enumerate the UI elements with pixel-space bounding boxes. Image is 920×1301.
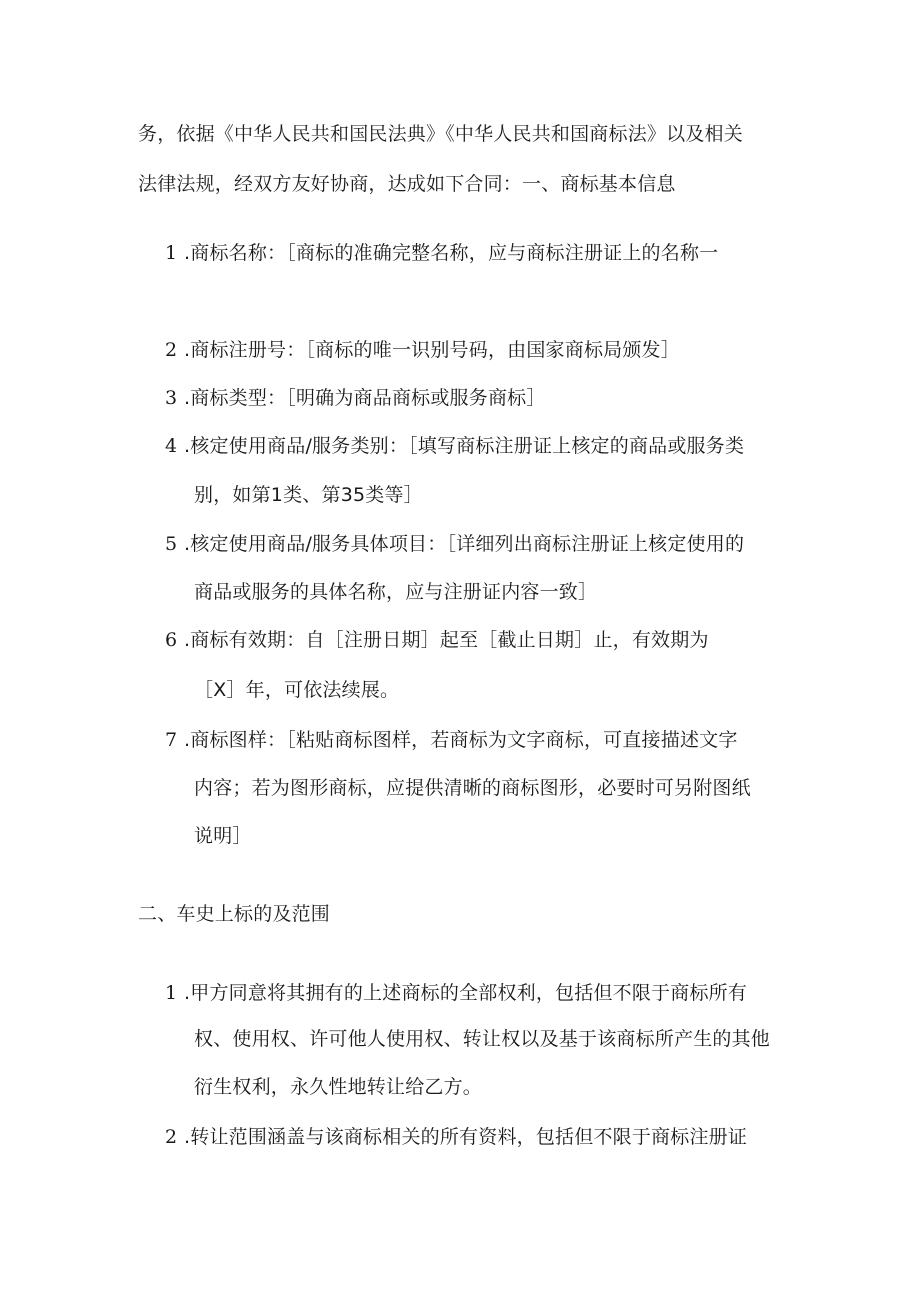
- item-2-line-1: .商标注册号：［商标的唯一识别号码，由国家商标局颁发］: [184, 339, 680, 361]
- item-number: 4: [165, 435, 178, 457]
- item-7-line-3: 说明］: [194, 825, 252, 847]
- item-number: 6: [165, 629, 178, 651]
- item-4-line-1: .核定使用商品/服务类别：［填写商标注册证上核定的商品或服务类: [184, 435, 745, 457]
- item-number: 1: [165, 242, 178, 264]
- item-number: 7: [165, 729, 178, 751]
- item-3-line-1: .商标类型：［明确为商品商标或服务商标］: [184, 387, 546, 409]
- item-5-line-2: 商品或服务的具体名称，应与注册证内容一致］: [194, 581, 598, 603]
- s2-item-1-line-3: 衍生权利，永久性地转让给乙方。: [194, 1076, 483, 1098]
- item-number: 3: [165, 387, 178, 409]
- s2-item-1-line-1: .甲方同意将其拥有的上述商标的全部权利，包括但不限于商标所有: [184, 982, 748, 1004]
- item-7-line-1: .商标图样：［粘贴商标图样，若商标为文字商标，可直接描述文字: [184, 729, 738, 751]
- intro-line-1: 务，依据《中华人民共和国民法典》《中华人民共和国商标法》以及相关: [138, 123, 743, 145]
- s2-item-1-line-2: 权、使用权、许可他人使用权、转让权以及基于该商标所产生的其他: [194, 1028, 771, 1050]
- item-6-line-2: ［X］年，可依法续展。: [194, 679, 400, 701]
- item-6-line-1: .商标有效期：自［注册日期］起至［截止日期］止，有效期为: [184, 629, 709, 651]
- item-7-line-2: 内容；若为图形商标，应提供清晰的商标图形，必要时可另附图纸: [194, 777, 751, 799]
- item-number: 1: [165, 982, 178, 1004]
- item-5-line-1: .核定使用商品/服务具体项目：［详细列出商标注册证上核定使用的: [184, 533, 745, 555]
- intro-line-2: 法律法规，经双方友好协商，达成如下合同：一、商标基本信息: [138, 173, 676, 195]
- item-number: 2: [165, 1126, 178, 1148]
- s2-item-2-line-1: .转让范围涵盖与该商标相关的所有资料，包括但不限于商标注册证: [184, 1126, 748, 1148]
- item-4-line-2: 别，如第1类、第35类等］: [194, 484, 423, 506]
- item-1-line-1: .商标名称：［商标的准确完整名称，应与商标注册证上的名称一: [184, 242, 719, 264]
- item-number: 2: [165, 339, 178, 361]
- section-2-heading: 二、车史上标的及范围: [138, 903, 331, 925]
- item-number: 5: [165, 533, 178, 555]
